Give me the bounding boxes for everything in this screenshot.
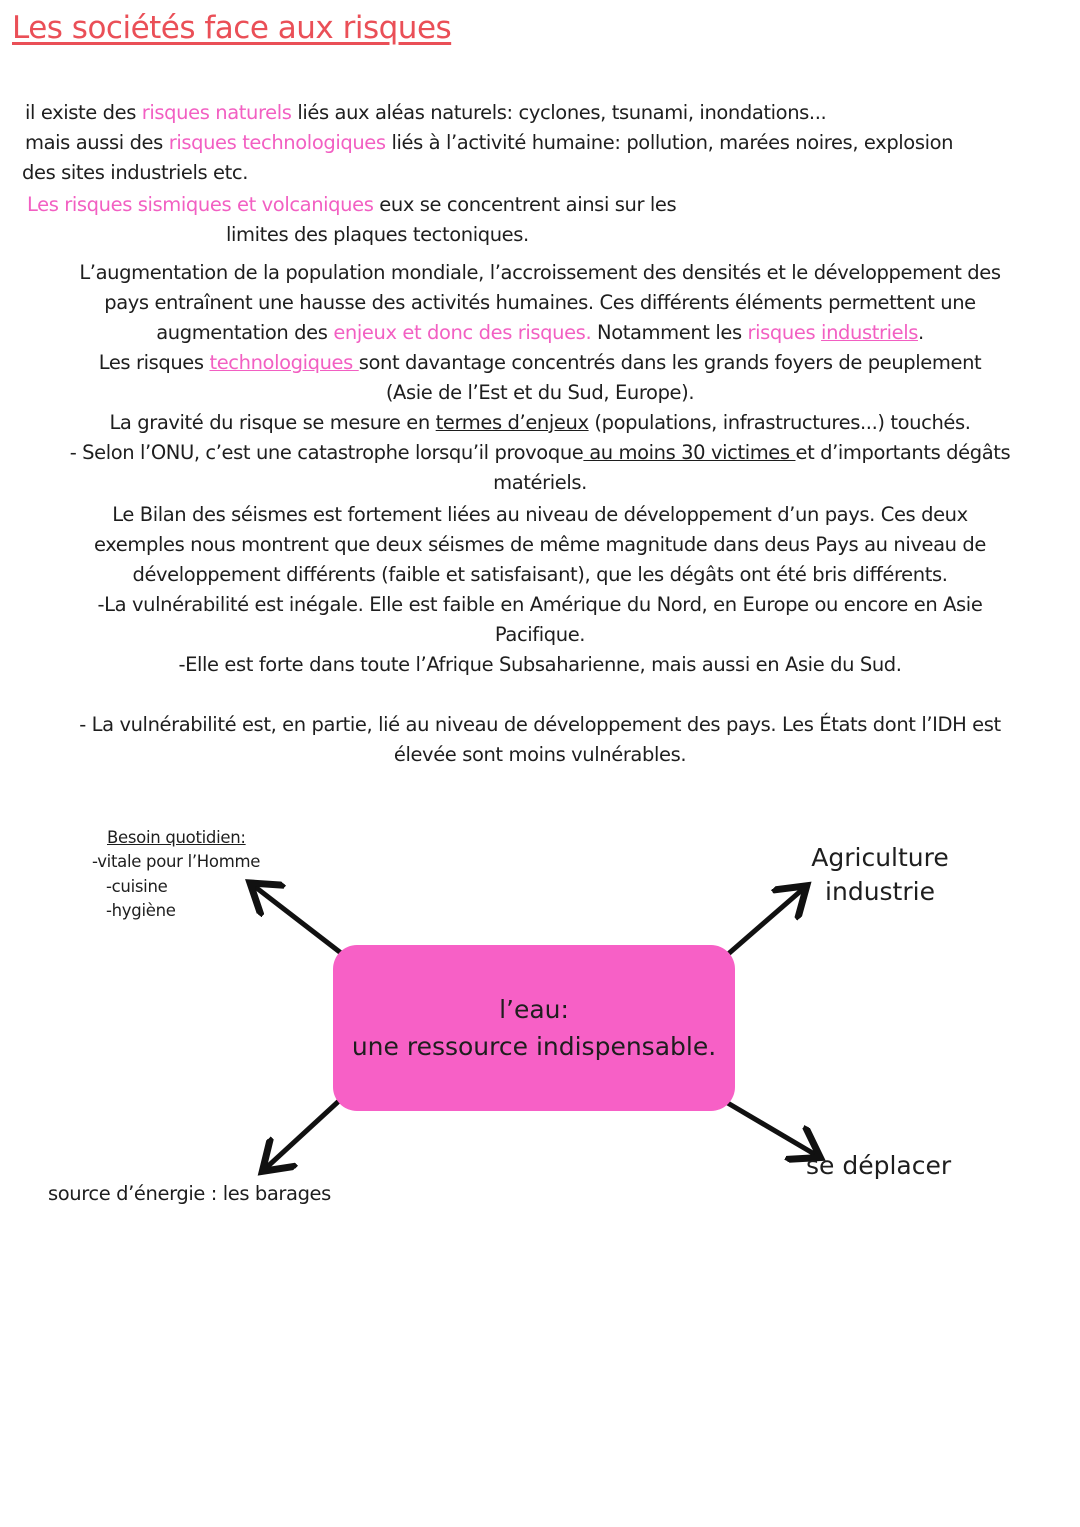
highlight-term: industriels	[821, 321, 918, 344]
highlight-term: risques	[747, 321, 816, 344]
text-line: - Selon l’ONU, c’est une catastrophe lorsqu’il provoque au moins 30 victimes et d’importants dégâts	[69, 441, 1011, 464]
page-title: Les sociétés face aux risques	[12, 10, 452, 46]
text-line: L’augmentation de la population mondiale, l’accroissement des densités et le développement des	[79, 261, 1001, 284]
branch-agriculture: Agriculture	[811, 843, 949, 872]
highlight-term: technologiques	[209, 351, 359, 374]
text-line: Pacifique.	[494, 623, 586, 646]
text-line: des sites industriels etc.	[22, 161, 248, 184]
text-line: -La vulnérabilité est inégale. Elle est faible en Amérique du Nord, en Europe ou encore en Asie	[97, 593, 983, 616]
branch-industry: industrie	[825, 877, 935, 906]
branch-energy: source d’énergie : les barages	[48, 1182, 331, 1205]
highlight-term: enjeux et donc des risques.	[333, 321, 592, 344]
text-line: il existe des risques naturels liés aux aléas naturels: cyclones, tsunami, inondations...	[25, 101, 827, 124]
arrow-top-right	[727, 889, 803, 955]
text-line: -Elle est forte dans toute l’Afrique Subsaharienne, mais aussi en Asie du Sud.	[178, 653, 902, 676]
text-line: limites des plaques tectoniques.	[226, 223, 529, 246]
central-concept-line: l’eau:	[499, 995, 569, 1024]
arrow-top-left	[254, 886, 341, 953]
text-line: élevée sont moins vulnérables.	[393, 743, 687, 766]
text-line: augmentation des enjeux et donc des risques. Notamment les risques industriels.	[156, 321, 924, 344]
text-line: mais aussi des risques technologiques liés à l’activité humaine: pollution, marées noires, explosion	[25, 131, 954, 154]
central-concept	[333, 945, 735, 1111]
text-line: Le Bilan des séismes est fortement liées au niveau de développement d’un pays. Ces deux	[112, 503, 968, 526]
branch-transport: se déplacer	[806, 1151, 952, 1180]
branch-daily-need-heading: Besoin quotidien:	[107, 828, 246, 847]
highlight-term: risques technologiques	[168, 131, 386, 154]
text-line: - La vulnérabilité est, en partie, lié au niveau de développement des pays. Les États dont l’IDH est	[79, 713, 1001, 736]
highlight-term: Les risques sismiques et volcaniques	[27, 193, 374, 216]
central-concept-line: une ressource indispensable.	[351, 1032, 717, 1061]
text-line: Les risques technologiques sont davantage concentrés dans les grands foyers de peuplement	[98, 351, 982, 374]
branch-daily-need-item: -hygiène	[106, 901, 176, 920]
text-line: matériels.	[493, 471, 587, 494]
underlined-term: au moins 30 victimes	[583, 441, 796, 464]
text-line: Les risques sismiques et volcaniques eux se concentrent ainsi sur les	[27, 193, 677, 216]
text-line: pays entraînent une hausse des activités humaines. Ces différents éléments permettent une	[104, 291, 976, 314]
text-line: exemples nous montrent que deux séismes de même magnitude dans deus Pays au niveau de	[94, 533, 986, 556]
branch-daily-need-item: -vitale pour l’Homme	[92, 852, 261, 871]
arrow-bottom-left	[266, 1100, 340, 1168]
text-line: développement différents (faible et satisfaisant), que les dégâts ont été bris différents.	[132, 563, 948, 586]
text-line: La gravité du risque se mesure en termes d’enjeux (populations, infrastructures...) touchés.	[109, 411, 971, 434]
text-line: (Asie de l’Est et du Sud, Europe).	[385, 381, 695, 404]
branch-daily-need-item: -cuisine	[106, 877, 168, 896]
underlined-term: termes d’enjeux	[435, 411, 589, 434]
arrow-bottom-right	[726, 1102, 816, 1155]
highlight-term: risques naturels	[141, 101, 292, 124]
